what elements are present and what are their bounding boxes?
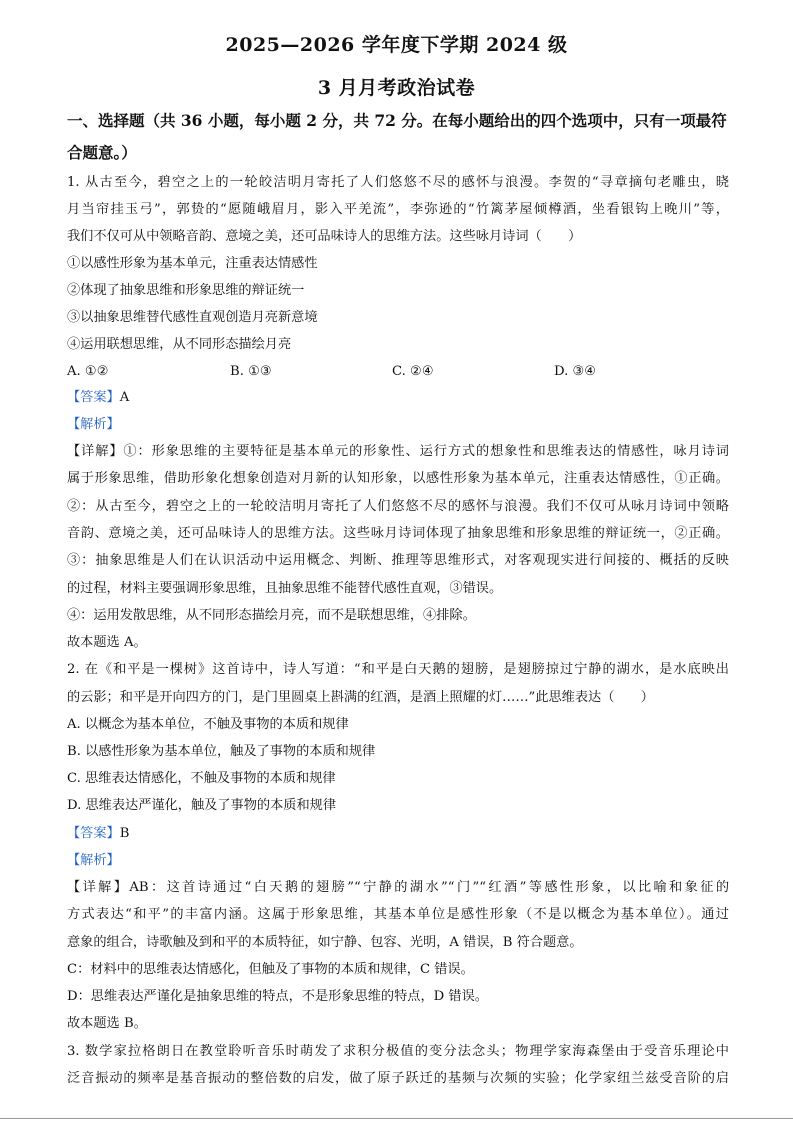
q1-detail-line7: ④：运用发散思维，从不同形态描绘月亮，而不是联想思维，④排除。 bbox=[67, 608, 476, 623]
q3-stem-line2: 泛音振动的频率是基音振动的整倍数的启发，做了原子跃迁的基频与次频的实验；化学家纽兰兹受音阶的启 bbox=[67, 1071, 729, 1086]
section-heading: 一、选择题（共 36 小题，每小题 2 分，共 72 分。在每小题给出的四个选项中，只有一项最符 bbox=[67, 111, 727, 130]
q2-detail-line3: 意象的组合，诗歌触及到和平的本质特征，如宁静、包容、光明，A 错误，B 符合题意。 bbox=[67, 935, 583, 950]
detail-text: ①：形象思维的主要特征是基本单元的形象性、运行方式的想象性和思维表达的情感性，咏月诗词 bbox=[123, 444, 729, 459]
q2-analysis-tag: 【解析】 bbox=[67, 853, 120, 868]
q2-option-d: D. 思维表达严谨化，触及了事物的本质和规律 bbox=[67, 798, 337, 813]
q1-option-b: B. ①③ bbox=[230, 364, 272, 379]
q1-answer bbox=[67, 389, 129, 407]
q1-detail-line6: 的过程，材料主要强调形象思维，且抽象思维不能替代感性直观，③错误。 bbox=[67, 581, 503, 596]
section-heading-cont: 合题意。） bbox=[67, 143, 137, 162]
detail-tag: 【详解】 bbox=[67, 444, 124, 459]
answer-tag: 【答案】 bbox=[67, 826, 120, 841]
q1-option-a: A. ①② bbox=[67, 364, 109, 379]
q2-detail-line2: 方式表达“和平”的丰富内涵。这属于形象思维，其基本单位是感性形象（不是以概念为基本单位）。通过 bbox=[67, 907, 729, 922]
exam-title-line1: 2025—2026 学年度下学期 2024 级 bbox=[225, 34, 568, 56]
q1-statement-1: ①以感性形象为基本单元，注重表达情感性 bbox=[67, 256, 318, 271]
q2-stem-line1: 2. 在《和平是一棵树》这首诗中，诗人写道：“和平是白天鹅的翅膀，是翅膀掠过宁静的湖水，是水底映出 bbox=[67, 662, 729, 677]
q1-conclusion: 故本题选 A。 bbox=[67, 635, 147, 650]
q1-analysis-tag: 【解析】 bbox=[67, 417, 120, 432]
q2-option-a: A. 以概念为基本单位，不触及事物的本质和规律 bbox=[67, 717, 349, 732]
q1-stem-line2: 月当帘挂玉弓”，郭贽的“愿随峨眉月，影入平羌流”，李弥逊的“竹篱茅屋倾樽酒，坐看银钩上晚川”等， bbox=[67, 202, 729, 217]
q1-detail-line1 bbox=[67, 443, 729, 461]
q1-stem-line3: 我们不仅可从中领略音韵、意境之美，还可品味诗人的思维方法。这些咏月诗词（ ） bbox=[67, 229, 582, 244]
q3-stem-line1: 3. 数学家拉格朗日在教堂聆听音乐时萌发了求积分极值的变分法念头；物理学家海森堡由于受音乐理论中 bbox=[67, 1044, 729, 1059]
q1-stem-line1: 1. 从古至今，碧空之上的一轮皎洁明月寄托了人们悠悠不尽的感怀与浪漫。李贺的“寻章摘句老雕虫，晓 bbox=[67, 175, 729, 190]
detail-tag: 【详解】 bbox=[67, 880, 130, 895]
answer-value: A bbox=[119, 390, 130, 405]
detail-text: AB：这首诗通过“白天鹅的翅膀”“宁静的湖水”“门”“红酒”等感性形象，以比喻和象征的 bbox=[129, 880, 730, 895]
q2-detail-line5: D：思维表达严谨化是抽象思维的特点，不是形象思维的特点，D 错误。 bbox=[67, 989, 488, 1004]
page-bottom-rule bbox=[0, 1118, 793, 1119]
q1-detail-line5: ③：抽象思维是人们在认识活动中运用概念、判断、推理等思维形式，对客观现实进行间接的、概括的反映 bbox=[67, 553, 729, 568]
q2-option-c: C. 思维表达情感化，不触及事物的本质和规律 bbox=[67, 771, 336, 786]
q2-option-b: B. 以感性形象为基本单位，触及了事物的本质和规律 bbox=[67, 744, 376, 759]
q2-detail-line1 bbox=[67, 879, 729, 897]
q2-stem-line2: 的云影；和平是开向四方的门，是门里圆桌上斟满的红酒，是酒上照耀的灯……”此思维表达（ ） bbox=[67, 690, 654, 705]
q1-option-c: C. ②④ bbox=[392, 364, 434, 379]
q1-statement-3: ③以抽象思维替代感性直观创造月亮新意境 bbox=[67, 310, 318, 325]
answer-tag: 【答案】 bbox=[67, 390, 120, 405]
q1-detail-line3: ②：从古至今，碧空之上的一轮皎洁明月寄托了人们悠悠不尽的感怀与浪漫。我们不仅可从咏月诗词中领略 bbox=[67, 499, 729, 514]
q1-statement-4: ④运用联想思维，从不同形态描绘月亮 bbox=[67, 337, 292, 352]
exam-title-line2: 3 月月考政治试卷 bbox=[317, 77, 476, 99]
q1-detail-line2: 属于形象思维，借助形象化想象创造对月新的认知形象，以感性形象为基本单元，注重表达情感性，①正确。 bbox=[67, 471, 729, 486]
answer-value: B bbox=[119, 826, 130, 841]
q1-detail-line4: 音韵、意境之美，还可品味诗人的思维方法。这些咏月诗词体现了抽象思维和形象思维的辩证统一，②正确。 bbox=[67, 526, 729, 541]
q2-detail-line4: C：材料中的思维表达情感化，但触及了事物的本质和规律，C 错误。 bbox=[67, 962, 474, 977]
q2-answer bbox=[67, 825, 129, 843]
q2-conclusion: 故本题选 B。 bbox=[67, 1016, 147, 1031]
q1-option-d: D. ③④ bbox=[554, 364, 597, 379]
q1-statement-2: ②体现了抽象思维和形象思维的辩证统一 bbox=[67, 283, 305, 298]
